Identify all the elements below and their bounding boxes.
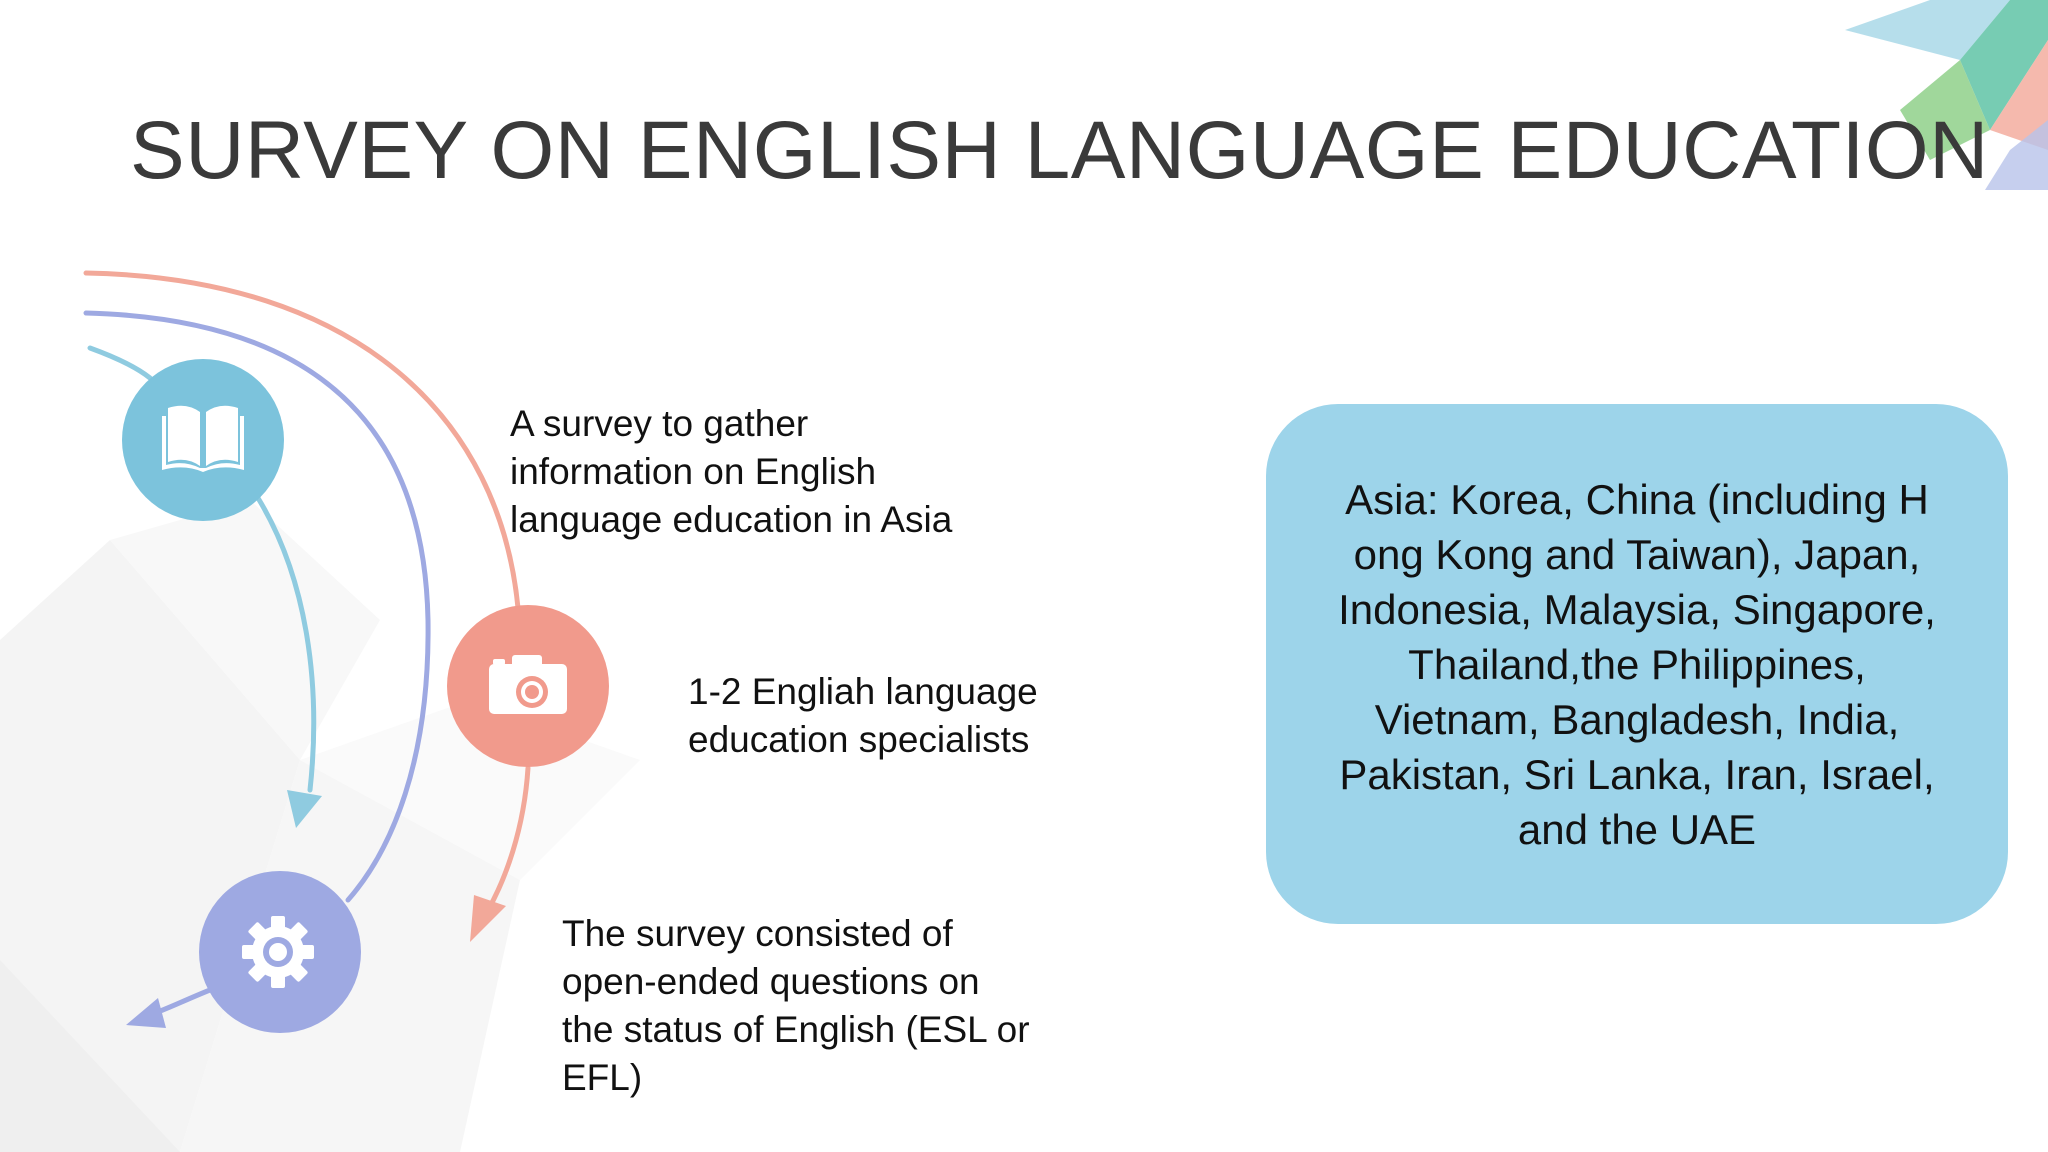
step-1-text: A survey to gather information on English language education in Asia: [510, 403, 953, 540]
countries-list-text: Asia: Korea, China (including H ong Kong and Taiwan), Japan, Indonesia, Malaysia, Singapore, Thailand,the Philippines, Vietnam, Bangladesh, India, Pakistan, Sri Lanka, Iran, Israel, and the UAE: [1338, 475, 1936, 853]
countries-info-box: [1266, 404, 2008, 924]
slide-title: SURVEY ON ENGLISH LANGUAGE EDUCATION: [130, 105, 1989, 196]
step-3-circle: [199, 871, 361, 1033]
step-3-text: The survey consisted of open-ended questions on the status of English (ESL or EFL): [562, 913, 1030, 1098]
background-shapes: [0, 500, 640, 1152]
step-2-text: 1-2 Engliah language education specialists: [688, 671, 1038, 760]
step-2-circle: [447, 605, 609, 767]
gear-icon: [242, 916, 314, 988]
step-1-circle: [122, 359, 284, 521]
